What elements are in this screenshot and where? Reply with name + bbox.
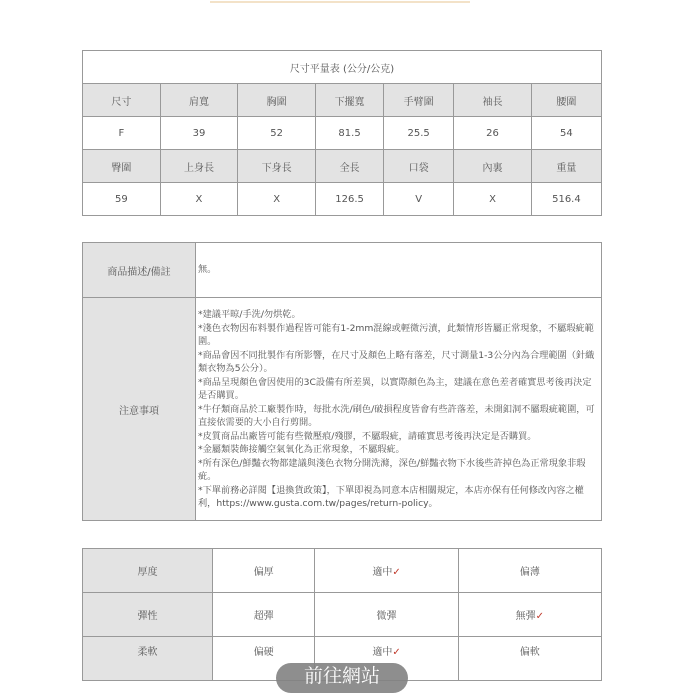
go-to-website-button[interactable]: 前往網站 [276, 663, 408, 693]
feel-label: 柔軟 [83, 637, 213, 681]
checkmark-icon: ✓ [392, 567, 401, 578]
feel-option-label: 適中 [372, 647, 393, 658]
fabric-feel-table [82, 548, 602, 681]
feel-option-label: 微彈 [376, 611, 397, 622]
feel-option-label: 偏薄 [519, 567, 540, 578]
feel-option [458, 637, 601, 681]
size-value-row-2 [83, 183, 602, 216]
feel-option-label: 偏軟 [519, 647, 540, 658]
feel-option [458, 593, 601, 637]
size-value-cell: X [160, 183, 238, 216]
top-divider [210, 1, 470, 3]
feel-label: 彈性 [83, 593, 213, 637]
note-item: *金屬類裝飾接觸空氣氧化為正常現象，不屬瑕疵。 [198, 444, 405, 455]
feel-option-label: 適中 [372, 567, 393, 578]
feel-option-label: 超彈 [253, 611, 274, 622]
note-item: *商品呈現顏色會因使用的3C設備有所差異，以實際顏色為主，建議在意色差者確實思考後再決定是否購買。 [198, 376, 592, 401]
note-item: *所有深色/鮮豔衣物都建議與淺色衣物分開洗滌，深色/鮮豔衣物下水後些許掉色為正常現象非瑕疵。 [198, 457, 586, 482]
note-item: *建議平晾/手洗/勿烘乾。 [198, 309, 301, 320]
feel-option-label: 無彈 [515, 611, 536, 622]
notes-list [196, 298, 602, 521]
notes-label: 注意事項 [83, 298, 196, 521]
checkmark-icon: ✓ [392, 647, 401, 658]
size-header-cell: 下擺寬 [315, 84, 383, 117]
size-value-cell: X [454, 183, 532, 216]
checkmark-icon: ✓ [535, 611, 545, 622]
size-value-cell: 54 [531, 117, 601, 150]
size-header-cell: 內裏 [454, 150, 532, 183]
size-value-cell: 25.5 [384, 117, 454, 150]
size-header-cell: 胸圍 [238, 84, 316, 117]
note-item: *下單前務必詳閱【退換貨政策】，下單即視為同意本店相關規定，本店亦保有任何修改內容之權利，https://www.gusta.com.tw/pages/return-policy。 [198, 484, 584, 509]
note-item: *皮質商品出廠皆可能有些微壓痕/殘膠，不屬瑕疵，請確實思考後再決定是否購買。 [198, 430, 537, 442]
notes-table [82, 242, 602, 521]
note-item: *淺色衣物因布料製作過程皆可能有1-2mm混線或輕微污漬，此類情形皆屬正常現象，不屬瑕疵範圍。 [198, 322, 594, 347]
note-item: *牛仔類商品於工廠製作時，每批水洗/刷色/破損程度皆會有些許落差，未開釦洞不屬瑕疵範圍，可直接依需要的大小自行剪開。 [198, 403, 595, 428]
feel-option [315, 593, 458, 637]
size-value-cell: X [238, 183, 316, 216]
size-value-cell: 516.4 [531, 183, 601, 216]
size-header-cell: 袖長 [454, 84, 532, 117]
feel-row [83, 593, 602, 637]
size-value-cell: V [384, 183, 454, 216]
description-label: 商品描述/備註 [83, 243, 196, 298]
feel-option [213, 593, 315, 637]
size-header-cell: 手臂圍 [384, 84, 454, 117]
size-value-row-1 [83, 117, 602, 150]
size-table-title: 尺寸平量表 (公分/公克) [83, 51, 602, 84]
feel-option [458, 549, 601, 593]
size-table [82, 50, 602, 216]
size-header-cell: 下身長 [238, 150, 316, 183]
feel-option-label: 偏厚 [253, 567, 274, 578]
feel-row [83, 549, 602, 593]
size-header-cell: 重量 [531, 150, 601, 183]
description-value: 無。 [196, 243, 602, 298]
size-value-cell: 39 [160, 117, 238, 150]
size-header-cell: 口袋 [384, 150, 454, 183]
size-value-cell: F [83, 117, 161, 150]
size-header-cell: 腰圍 [531, 84, 601, 117]
size-header-cell: 肩寬 [160, 84, 238, 117]
size-header-row-1 [83, 84, 602, 117]
size-header-cell: 全長 [315, 150, 383, 183]
size-value-cell: 59 [83, 183, 161, 216]
feel-option [213, 549, 315, 593]
size-value-cell: 52 [238, 117, 316, 150]
feel-option [315, 549, 458, 593]
size-header-cell: 臀圍 [83, 150, 161, 183]
size-value-cell: 126.5 [315, 183, 383, 216]
size-value-cell: 81.5 [315, 117, 383, 150]
size-header-cell: 尺寸 [83, 84, 161, 117]
size-value-cell: 26 [454, 117, 532, 150]
size-header-row-2 [83, 150, 602, 183]
feel-label: 厚度 [83, 549, 213, 593]
note-item: *商品會因不同批製作有所影響，在尺寸及顏色上略有落差，尺寸測量1-3公分內為合理範圍（針織類衣物為5公分）。 [198, 349, 595, 374]
feel-option-label: 偏硬 [253, 647, 274, 658]
size-header-cell: 上身長 [160, 150, 238, 183]
